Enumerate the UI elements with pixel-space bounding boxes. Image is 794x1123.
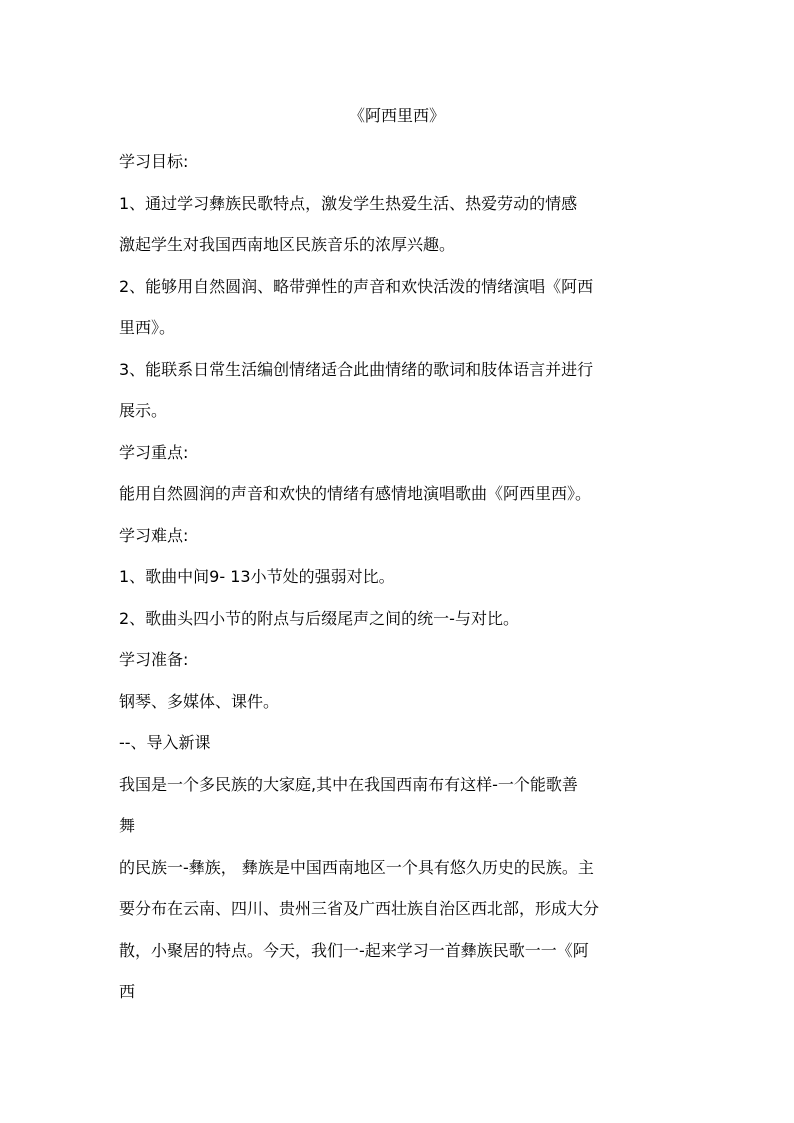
paragraph-line: 激起学生对我国西南地区民族音乐的浓厚兴趣。 bbox=[119, 235, 456, 254]
paragraph-line: 展示。 bbox=[119, 401, 168, 420]
section-heading-introduction: --、导入新课 bbox=[119, 733, 211, 752]
paragraph-line: 舞 bbox=[119, 816, 136, 835]
paragraph-line: 3、能联系日常生活编创情绪适合此曲情绪的歌词和肢体语言并进行 bbox=[119, 360, 594, 379]
paragraph-line: 西 bbox=[119, 982, 136, 1001]
paragraph-line: 1、歌曲中间9- 13小节处的强弱对比。 bbox=[119, 567, 395, 586]
section-heading-preparation: 学习准备: bbox=[119, 650, 189, 669]
paragraph-line: 的民族一-彝族， 彝族是中国西南地区一个具有悠久历史的民族。主 bbox=[119, 858, 594, 877]
paragraph-line: 里西》。 bbox=[119, 318, 176, 337]
paragraph-line: 能用自然圆润的声音和欢快的情绪有感情地演唱歌曲《阿西里西》。 bbox=[119, 484, 592, 503]
section-heading-objectives: 学习目标: bbox=[119, 152, 189, 171]
paragraph-line: 2、能够用自然圆润、略带弹性的声音和欢快活泼的情绪演唱《阿西 bbox=[119, 277, 594, 296]
section-heading-key-points: 学习重点: bbox=[119, 443, 189, 462]
section-heading-difficulties: 学习难点: bbox=[119, 526, 189, 545]
paragraph-line: 我国是一个多民族的大家庭,其中在我国西南布有这样-一个能歌善 bbox=[119, 775, 578, 794]
paragraph-line: 1、通过学习彝族民歌特点，激发学生热爱生活、热爱劳动的情感 bbox=[119, 194, 578, 213]
paragraph-line: 钢琴、多媒体、课件。 bbox=[119, 692, 280, 711]
paragraph-line: 散，小聚居的特点。今天，我们一-起来学习一首彝族民歌一一《阿 bbox=[119, 941, 589, 960]
paragraph-line: 要分布在云南、四川、贵州三省及广西壮族自治区西北部，形成大分 bbox=[119, 899, 600, 918]
paragraph-line: 2、歌曲头四小节的附点与后缀尾声之间的统一-与对比。 bbox=[119, 609, 519, 628]
document-title: 《阿西里西》 bbox=[348, 106, 445, 125]
